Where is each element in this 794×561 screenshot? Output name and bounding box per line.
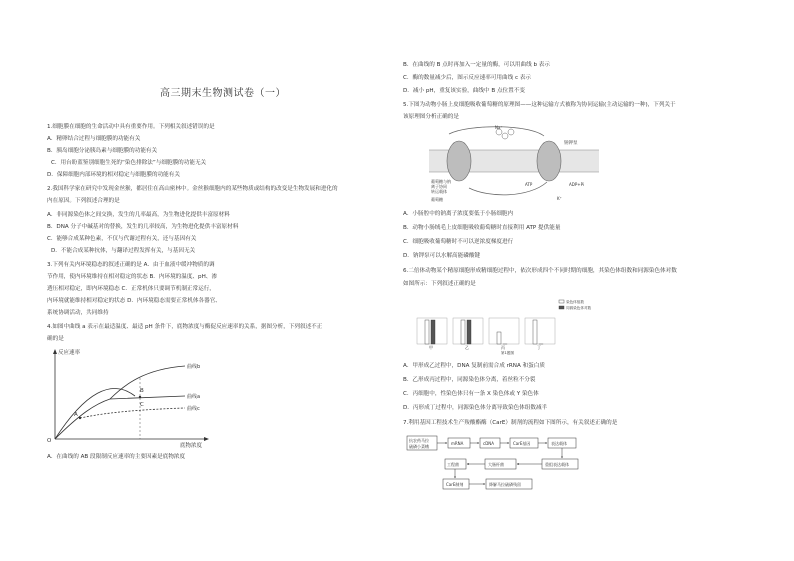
- arrow-k-bottom: [469, 182, 547, 195]
- q2-option-c: C．能够合成某种色素，不仅与代谢过程有关，还与基因有关: [47, 236, 197, 242]
- na-ion-3: [508, 129, 514, 135]
- atp-label: ATP: [525, 182, 533, 187]
- source-box-line1: 抗农药马拉: [409, 438, 429, 443]
- degrade-label: 降解马拉硫磷残留: [489, 482, 521, 487]
- adp-label: ADP+Pi: [569, 182, 585, 187]
- curve-a-rise: [55, 388, 135, 439]
- bar-chromosome-sets: [533, 320, 537, 344]
- q6-option-b: B．乙形成丙过程中，同源染色体分离，着丝粒不分裂: [403, 377, 536, 383]
- q3-line1: 3.下列有关内环境稳态的叙述正确的是 A．由于血液中缓冲物质的调: [47, 262, 215, 268]
- q4-option-b: B．在曲线的 B 点时再加入一定量的酶，可以用曲线 b 表示: [403, 62, 550, 68]
- q2-stem-line1: 2.我国科学家在研究中发现金丝猴，都居住在高山密林中。金丝猴细胞内的某些物质或结构的改变是生物发展和进化的: [47, 186, 338, 192]
- q1-option-a: A．精卵结合过程与细胞膜的功能有关: [47, 136, 141, 142]
- bar-chromosome-sets: [497, 332, 501, 344]
- y-axis-label: 反应速率: [58, 350, 81, 356]
- q6-option-a: A．甲形成乙过程中，DNA 复制前需合成 rRNA 和蛋白质: [403, 363, 545, 369]
- q6-stem-line2: 如图所示：下列叙述正确的是: [403, 281, 476, 287]
- q3-line5: 系统协调活动，共同维持: [47, 310, 109, 316]
- q5-option-c: C．细胞吸收葡萄糖时不可以逆浓度梯度进行: [403, 239, 514, 245]
- point-b: [139, 396, 141, 398]
- chromosome-bar-chart: [409, 298, 609, 356]
- q4-option-c: C．酶的数量减少后，图示反应速率可用曲线 c 表示: [403, 75, 532, 81]
- na-k-pump-label: 钠钾泵: [564, 141, 578, 146]
- q3-line3: 透压相对稳定，即内环境稳态 C．正常机体只要调节机制正常运行，: [47, 286, 215, 292]
- point-c-label: C: [140, 402, 144, 408]
- legend-swatch-1: [559, 300, 564, 303]
- cdna-label: cDNA: [483, 441, 495, 446]
- curve-b: [110, 366, 185, 399]
- q6-option-d: D．丙形成丁过程中，同源染色体分离导致染色体组数减半: [403, 405, 548, 411]
- bar-category-label: 乙: [465, 345, 469, 350]
- q2-stem-line2: 内在原因。下列叙述合理的是: [47, 198, 120, 204]
- q2-option-d: D．不能合成某种抗体，与翻译过程发挥有关，与基因无关: [51, 248, 196, 254]
- bar-group-frame: [525, 318, 555, 344]
- chart-caption: 第1题图: [501, 351, 515, 355]
- q7-stem: 7.利用基因工程技术生产羧酸酯酶（CarE）制剂的流程如下图所示，有关叙述正确的是: [403, 420, 618, 426]
- care-prep-label: CarE制剂: [446, 482, 464, 487]
- q5-option-b: B．动物小肠绒毛上皮细胞吸收葡萄糖时直接利用 ATP 提供能量: [403, 225, 561, 231]
- glucose-label: 葡萄糖: [431, 197, 443, 202]
- bar-chromosome-sets: [425, 320, 429, 344]
- na-k-pump-shape: [537, 141, 561, 181]
- point-b-label: B: [140, 388, 144, 394]
- page-title: 高三期末生物测试卷（一）: [160, 88, 286, 99]
- q1-option-c: C．用台盼蓝鉴别细胞生死的“染色排除法”与细胞膜的功能无关: [51, 160, 207, 166]
- q5-stem-line1: 5.下图为动物小肠上皮细胞吸收葡萄糖的原理图——这种运输方式被称为协同运输(主动运输的一种)，下列关于: [403, 102, 676, 108]
- gene-engineering-flowchart: [405, 432, 605, 496]
- curve-a-label: 曲线a: [187, 394, 201, 400]
- origin-label: O: [47, 438, 52, 444]
- curve-c: [80, 408, 185, 418]
- q4-option-a: A．在曲线的 AB 段限制反应速率的主要因素是底物浓度: [47, 454, 186, 460]
- q6-stem-line1: 6.二倍体动物某个精原细胞形成精细胞过程中，依次形成四个不同时期的细胞，其染色体组数和同源染色体对数: [403, 268, 677, 274]
- vector-label: 表达载体: [551, 441, 567, 446]
- bar-category-label: 丙: [501, 345, 505, 350]
- q1-option-b: B．胰岛细胞分泌胰岛素与细胞膜的功能有关: [47, 148, 158, 154]
- bar-groups: [417, 318, 555, 350]
- q4-stem-line1: 4.如图中曲线 a 表示在最适温度、最适 pH 条件下，底物浓度与酶促反应速率的关系，据图分析，下列叙述不正: [47, 324, 323, 330]
- q4-stem-line2: 确的是: [47, 336, 64, 342]
- membrane-transport-figure: [429, 124, 599, 204]
- engineered-label: 工程菌: [447, 462, 459, 467]
- q4-option-d: D．减小 pH，重复该实验，曲线中 B 点位置不变: [403, 88, 525, 94]
- curve-c-label: 曲线c: [187, 406, 200, 412]
- exp-vector-label: 重组表达载体: [545, 462, 569, 467]
- care-gene-label: CarE基因: [513, 441, 531, 446]
- q5-option-a: A．小肠腔中的钠离子浓度要低于小肠细胞内: [403, 211, 514, 217]
- na-ion-2: [502, 133, 508, 139]
- legend-swatch-2: [559, 306, 564, 309]
- q1-stem: 1.细胞膜在细胞的生命活动中具有重要作用。下列相关叙述错误的是: [47, 124, 215, 130]
- na-label: Na⁺: [495, 125, 503, 130]
- source-box-line2: 硫磷小菜蛾: [409, 444, 429, 449]
- bar-homologous-pairs: [467, 320, 471, 344]
- q1-option-d: D．保障细胞内部环境的相对稳定与细胞膜的功能有关: [47, 172, 180, 178]
- curve-b-label: 曲线b: [187, 364, 201, 370]
- legend-label-1: 染色体组数: [566, 300, 584, 304]
- q6-option-c: C．丙细胞中，性染色体只有一条 X 染色体或 Y 染色体: [403, 391, 539, 397]
- q2-option-a: A．非同源染色体之间交换，发生的几率最高，为生物进化提供丰富原材料: [47, 212, 230, 218]
- q2-option-b: B．DNA 分子中碱基对的替换，发生的几率较高，为生物进化提供丰富原材料: [47, 224, 239, 230]
- bar-group-frame: [489, 318, 519, 344]
- q3-line4: 内环境就能维持相对稳定的状态 D．内环境稳态需要正常机体各器官、: [47, 298, 221, 304]
- co-transporter: [447, 141, 471, 181]
- co-transporter-note-1: 葡萄糖与钠: [431, 179, 451, 184]
- bar-chromosome-sets: [461, 320, 465, 344]
- point-a-label: A: [74, 412, 78, 418]
- x-axis-label: 底物浓度: [180, 443, 203, 449]
- bar-category-label: 甲: [429, 345, 433, 350]
- co-transporter-note-3: 转运载体: [431, 189, 447, 194]
- bar-category-label: 丁: [537, 345, 541, 350]
- q5-stem-line2: 该原理图分析正确的是: [403, 114, 459, 120]
- q5-option-d: D．钠钾泵可以水解高能磷酸键: [403, 253, 481, 259]
- ecoli-label: 大肠杆菌: [488, 462, 504, 467]
- q3-line2: 节作用，使内环境维持在相对稳定的状态 B．内环境的温度、pH、渗: [47, 274, 217, 280]
- y-axis-arrow: [53, 349, 57, 354]
- enzyme-rate-graph: [45, 344, 215, 449]
- point-a: [79, 417, 81, 419]
- k-label: K⁺: [557, 196, 562, 201]
- x-axis-arrow: [204, 437, 209, 441]
- legend-label-2: 同源染色体对数: [566, 306, 592, 310]
- bar-homologous-pairs: [431, 320, 435, 344]
- mrna-label: mRNA: [451, 441, 464, 446]
- co-transporter-note-2: 离子协同: [431, 184, 447, 189]
